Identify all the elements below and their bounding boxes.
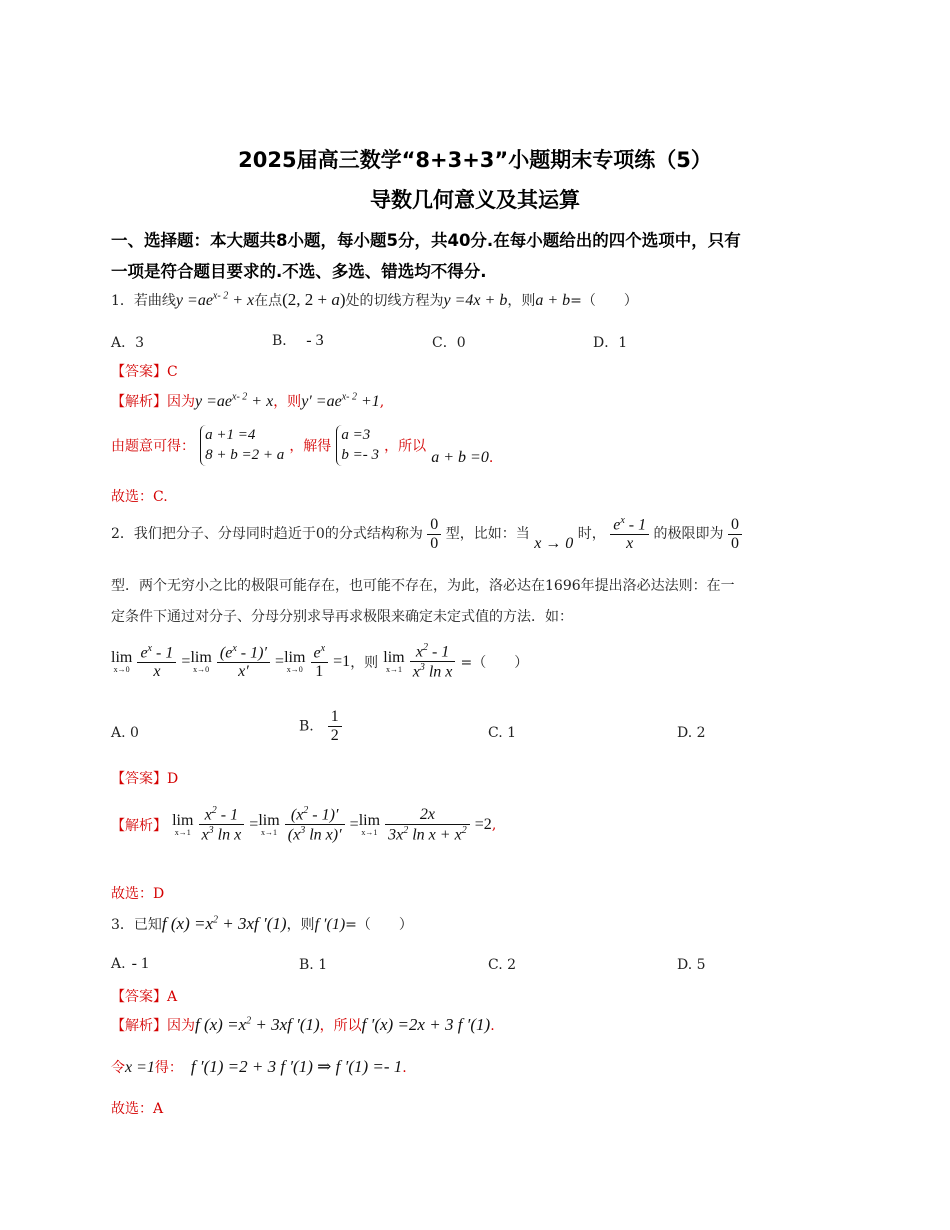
formula-point: (2, 2 + a) xyxy=(282,290,346,309)
section-instructions-line2: 一项是符合题目要求的.不选、多选、错选均不得分. xyxy=(111,262,487,281)
q3-option-c: C. 2 xyxy=(488,957,517,973)
fraction-5: $\frac{x^2 - 1}{x^3 \ln x}$ xyxy=(199,805,245,845)
q2-analysis: 【解析】 lim x→1 $\frac{x^2 - 1}{x^3 \ln x}$ = lim x→1 $\frac{(x^2 - 1)'}{(x^3 \ln x)'}$ = lim x→1 $\frac{2x}{3x^2 \ln x + x^2}$ =2, xyxy=(111,805,497,844)
question-3-text-2: ，则 xyxy=(286,917,315,933)
lim-symbol-2: lim x→0 xyxy=(190,648,212,674)
lim-symbol-6: lim x→1 xyxy=(258,811,280,837)
analysis-label: 【解析】 xyxy=(111,394,167,410)
equation-system-1: a +1 =4 8 + b =2 + a xyxy=(200,425,284,466)
formula-example-fraction: $\frac{e^x - 1}{x}$ xyxy=(610,515,649,553)
question-1-number: 1．若曲线 xyxy=(111,293,176,309)
formula-result: a + b =0 xyxy=(431,448,489,466)
question-2-line2: 型．两个无穷小之比的极限可能存在，也可能不存在，为此，洛必达在1696年提出洛必达法则：在一 xyxy=(111,578,735,594)
analysis-text-3: 因为 xyxy=(167,1018,195,1034)
question-2-text: 2．我们把分子、分母同时趋近于0的分式结构称为 xyxy=(111,526,423,543)
question-1-text-3: ，则 xyxy=(507,293,536,309)
analysis-label-3: 【解析】 xyxy=(111,1018,167,1034)
q1-derivation: 由题意可得： a +1 =4 8 + b =2 + a ，解得 a =3 b =- 3 ，所以 a + b =0. xyxy=(111,427,494,466)
q1-option-b xyxy=(272,330,324,350)
q2-option-c: C. 1 xyxy=(488,725,517,741)
lim-symbol-7: lim x→1 xyxy=(358,811,381,837)
lhopital-example: lim x→0 $\frac{e^x - 1}{x}$ = lim x→0 $\frac{(e^x - 1)'}{x'}$ = lim x→0 $\frac{e^x}{1}$ =1，则 lim x→1 $\frac{x^2 - 1}{x^3 \ln x}$ =（ ） xyxy=(111,642,529,681)
analysis-text-2: ，则 xyxy=(273,394,302,410)
q2-answer xyxy=(111,768,178,788)
formula-derivative: $y' =ae^{x- 2} +1$ xyxy=(301,391,380,410)
analysis-text-4: ，所以 xyxy=(319,1018,362,1034)
fraction-6: $\frac{(x^2 - 1)'}{(x^3 \ln x)'}$ xyxy=(285,805,345,845)
question-1-text-2: 处的切线方程为 xyxy=(345,293,444,309)
question-2-end: =（ ） xyxy=(460,654,529,671)
q1-answer xyxy=(111,361,178,381)
q3-option-b: B. 1 xyxy=(299,957,328,973)
q3-option-a-label: A. xyxy=(111,956,126,972)
q1-option-b-label: B． xyxy=(272,333,297,349)
derivation-text-3: ，所以 xyxy=(384,438,427,455)
fraction-4: $\frac{x^2 - 1}{x^3 \ln x}$ xyxy=(410,642,456,682)
question-2-text-2: 型，比如：当 xyxy=(445,526,530,543)
q2-option-b-label: B. xyxy=(299,718,314,735)
analysis-label-2: 【解析】 xyxy=(111,817,167,834)
q3-option-a xyxy=(111,955,149,973)
section-instructions-line1: 一、选择题：本大题共8小题，每小题5分，共40分.在每小题给出的四个选项中，只有 xyxy=(111,231,741,250)
question-1-end: =（ ） xyxy=(570,293,638,309)
formula-curve-2: $y =ae^{x- 2} + x$ xyxy=(195,391,274,410)
lim-symbol: lim x→0 xyxy=(111,648,133,674)
q2-option-b xyxy=(299,708,342,745)
question-2-line3: 定条件下通过对分子、分母分别求导再求极限来确定未定式值的方法．如： xyxy=(111,609,573,625)
q1-option-d: D．1 xyxy=(593,335,628,351)
answer-value-2: D xyxy=(167,771,179,787)
lim-symbol-4: lim x→1 xyxy=(383,648,405,674)
q3-answer xyxy=(111,986,177,1006)
zero-over-zero-2: $\frac{0}{0}$ xyxy=(728,516,742,553)
formula-fx: f $(x) =x^2 + 3xf$ ′(1) xyxy=(161,914,287,933)
one-half: $\frac{1}{2}$ xyxy=(328,708,342,745)
derivation-text-2: ，解得 xyxy=(289,438,332,455)
question-3-end: =（ ） xyxy=(345,917,413,933)
q3-conclusion: 故选：A xyxy=(111,1101,164,1117)
answer-label-3: 【答案】 xyxy=(111,989,167,1005)
formula-tangent: y =4x + b xyxy=(443,292,508,309)
analysis-text: 因为 xyxy=(167,394,195,410)
let-text: 令 xyxy=(111,1060,125,1076)
answer-label-2: 【答案】 xyxy=(111,771,167,787)
q3-option-d: D. 5 xyxy=(677,957,706,973)
question-2-text-4: 的极限即为 xyxy=(653,526,724,543)
q3-option-a-value: - 1 xyxy=(131,955,149,972)
question-3 xyxy=(111,914,413,934)
formula-fprime1: f ′(1) xyxy=(314,916,346,933)
q1-option-a: A．3 xyxy=(111,335,145,351)
fraction-7: $\frac{2x}{3x^2 \ln x + x^2}$ xyxy=(385,806,470,844)
formula-x-eq-1: x =1 xyxy=(125,1059,155,1076)
q1-option-b-value: - 3 xyxy=(306,332,324,349)
q1-analysis: 【解析】因为$y =ae^{x- 2} + x$，则$y' =ae^{x- 2} +1$, xyxy=(111,391,385,410)
fraction-2: $\frac{(e^x - 1)'}{x'}$ xyxy=(217,643,270,681)
formula-curve: $y =ae^{x- 2} + x$ xyxy=(175,290,255,309)
question-1 xyxy=(111,290,638,310)
question-1-text: 在点 xyxy=(254,293,283,309)
formula-sum: a + b xyxy=(535,292,571,309)
question-3-text: 3．已知 xyxy=(111,917,162,933)
q2-option-d: D. 2 xyxy=(677,725,706,741)
q3-let: 令x =1得： f ′(1) =2 + 3 f ′(1) ⇒ f ′(1) =- 1. xyxy=(111,1057,407,1076)
formula-solve: f ′(1) =2 + 3 f ′(1) ⇒ f ′(1) =- 1 xyxy=(190,1057,403,1076)
derivation-text: 由题意可得： xyxy=(111,438,195,455)
equation-system-2: a =3 b =- 3 xyxy=(336,425,379,466)
page-subtitle: 导数几何意义及其运算 xyxy=(370,188,580,212)
answer-label: 【答案】 xyxy=(111,364,167,380)
q2-option-a: A. 0 xyxy=(111,725,139,741)
lim-symbol-5: lim x→1 xyxy=(172,811,194,837)
q2-conclusion: 故选：D xyxy=(111,886,165,902)
lim-symbol-3: lim x→0 xyxy=(284,648,306,674)
question-2 xyxy=(111,515,742,553)
let-text-2: 得： xyxy=(154,1060,183,1076)
question-2-then: ，则 xyxy=(350,654,379,671)
q1-option-c: C．0 xyxy=(432,335,466,351)
answer-value: C xyxy=(167,364,178,380)
zero-over-zero: $\frac{0}{0}$ xyxy=(427,516,441,553)
fraction-1: $\frac{e^x - 1}{x}$ xyxy=(137,643,176,681)
q1-conclusion: 故选：C. xyxy=(111,489,168,505)
formula-fprime-x: f ′(x) =2x + 3 f ′(1) xyxy=(361,1015,491,1034)
fraction-3: $\frac{e^x}{1}$ xyxy=(311,643,329,681)
q3-analysis: 【解析】因为f $(x) =x^2 + 3xf$ ′(1)，所以f ′(x) =2x + 3 f ′(1). xyxy=(111,1015,495,1034)
formula-fx-2: f $(x) =x^2 + 3xf$ ′(1) xyxy=(195,1015,320,1034)
question-2-text-3: 时， xyxy=(577,526,606,543)
answer-value-3: A xyxy=(167,989,178,1005)
page-title: 2025届高三数学“8+3+3”小题期末专项练（5） xyxy=(238,148,712,172)
formula-limit-var: x → 0 xyxy=(534,535,574,553)
